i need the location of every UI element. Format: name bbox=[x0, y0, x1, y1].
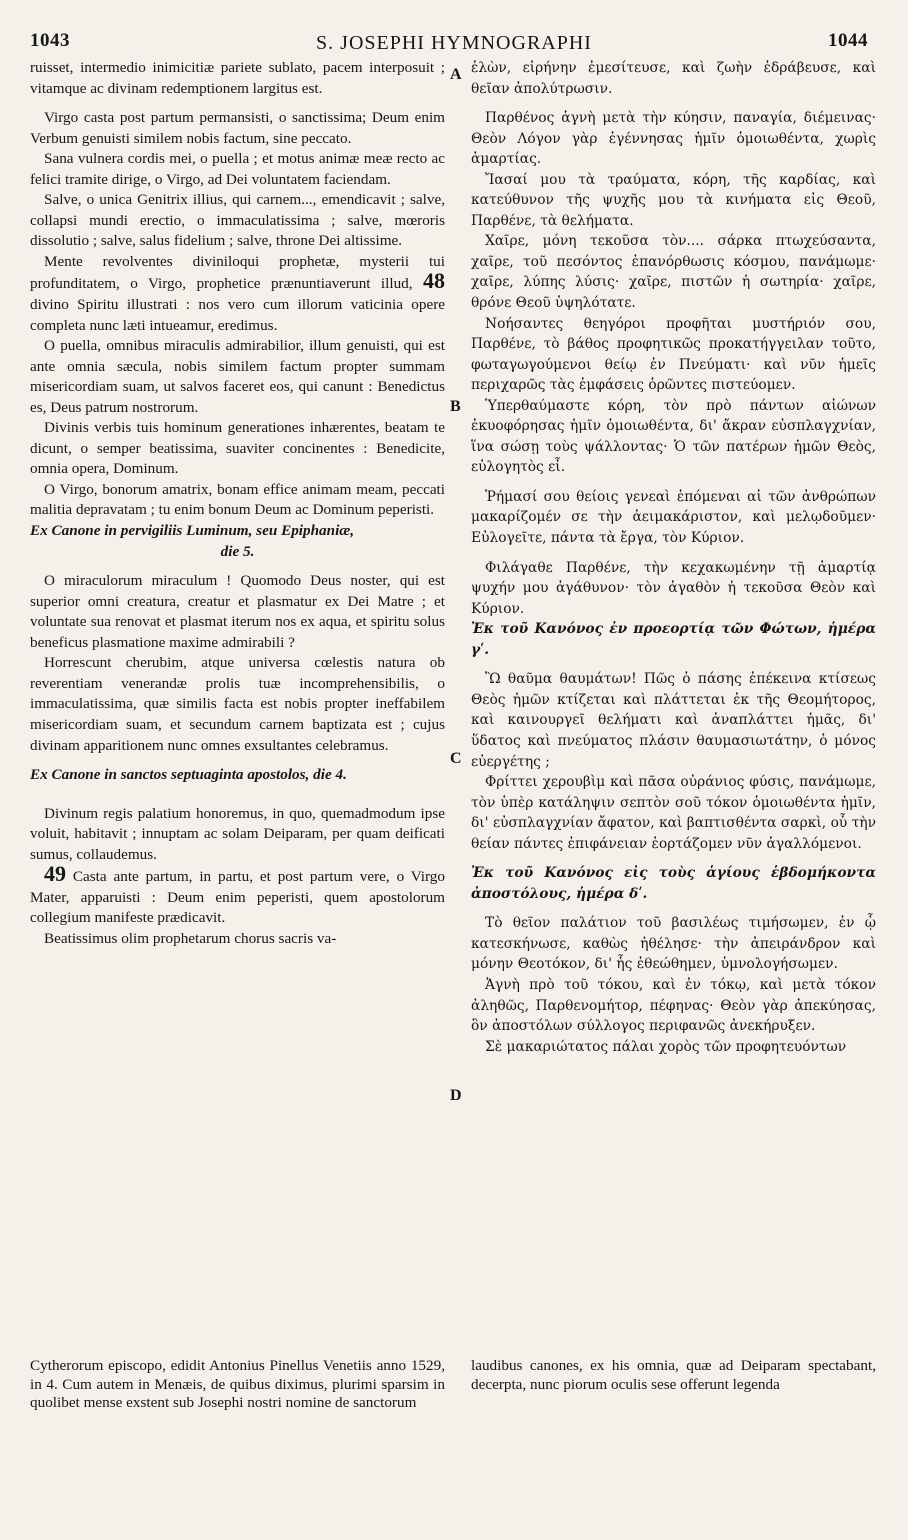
greek-paragraph: Χαῖρε, μόνη τεκοῦσα τὸν.... σάρκα πτωχεύσαντα, χαῖρε, τοῦ πεσόντος ἐπανόρθωσις κόσμου, πανάμωμε· χαῖρε, λύπης λύσις· χαῖρε, πιστῶν ἡ σωτηρία· χαῖρε, θρόνε Θεοῦ ὑψηλότατε. bbox=[471, 233, 876, 312]
latin-paragraph: Horrescunt cherubim, atque universa cœlestis natura ob reverentiam venerandæ prolis tuæ incomprehensibilis, o immaculatissima, quæ similis facta est nobis propter ineffabilem misericordiam suam, et secundum carnem baptizata est ; cujus divinam apparitionem nunc omnes exsultantes celebramus. bbox=[30, 654, 445, 754]
latin-paragraph: Virgo casta post partum permansisti, o sanctissima; Deum enim Verbum genuisti similem nobis factum, sine peccato. bbox=[30, 109, 445, 147]
latin-text: Casta ante partum, in partu, et post partum vere, o Virgo Mater, apparuisti : Deum enim peperisti, quem apostolorum collegium manifeste prædicavit. bbox=[30, 868, 445, 927]
greek-column bbox=[471, 58, 876, 1057]
margin-marker-d: D bbox=[450, 1087, 462, 1104]
latin-paragraph: Salve, o unica Genitrix illius, qui carnem..., emendicavit ; salve, collapsi mundi erectio, o immaculatissima ; salve, mœroris dissolutio ; salve, salus fidelium ; salve, throne Dei altissime. bbox=[30, 191, 445, 250]
latin-paragraph: Divinis verbis tuis hominum generationes inhærentes, beatam te dicunt, o semper beatissima, suaviter concinentes : Benedicite, omnia opera, Dominum. bbox=[30, 419, 445, 478]
greek-paragraph: ἐλὼν, εἰρήνην ἐμεσίτευσε, καὶ ζωὴν ἐδράβευσε, καὶ θεῖαν ἀπολύτρωσιν. bbox=[471, 60, 876, 97]
latin-paragraph: Divinum regis palatium honoremus, in quo, quemadmodum ipse voluit, habitavit ; innuptam ac solam Deiparam, per quam deificati sumus, collaudemus. bbox=[30, 804, 445, 863]
latin-rubric bbox=[30, 521, 445, 562]
greek-paragraph: Τὸ θεῖον παλάτιον τοῦ βασιλέως τιμήσωμεν, ἐν ᾧ κατεσκήνωσε, καθὼς ἠθέλησε· τὴν ἀπειράνδρον καὶ μόνην Θεοτόκον, δι' ἧς ἐθεώθημεν, ὑμνολογήσωμεν. bbox=[471, 915, 876, 973]
column-number-48: 48 bbox=[423, 268, 445, 294]
latin-paragraph: O Virgo, bonorum amatrix, bonam effice animam meam, peccati malitia depravatam ; tu enim bonum Deum ac Dominum peperisti. bbox=[30, 480, 445, 519]
latin-text: divino Spiritu illustrati : nos vero cum illorum vaticinia opere completa nunc læti intueamur, eredimus. bbox=[30, 296, 445, 334]
column-number-49: 49 bbox=[44, 861, 66, 887]
latin-paragraph bbox=[30, 861, 445, 929]
running-title: S. JOSEPHI HYMNOGRAPHI bbox=[316, 32, 592, 54]
greek-paragraph: Ὢ θαῦμα θαυμάτων! Πῶς ὁ πάσης ἐπέκεινα κτίσεως Θεὸς ἡμῶν κτίζεται καὶ πλάττεται ἐκ τῆς Θεομήτορος, καὶ καινουργεῖ θελήματι καὶ ἀναπλάττει ἡμᾶς, δι' ὕδατος καὶ πνεύματος πλάσιν θαυμασιωτάτην, ὁ μόνος εὐεργέτης ; bbox=[471, 671, 876, 770]
greek-paragraph: Νοήσαντες θεηγόροι προφῆται μυστήριόν σου, Παρθένε, τὸ βάθος προφητικῶς προκατήγγειλαν τοῦτο, φωταγωγούμενοι θείῳ ἐν Πνεύματι· καὶ νῦν ἡμεῖς περιχαρῶς τὰς ἐμφάσεις ὁρῶντες πιστεύομεν. bbox=[471, 315, 876, 394]
latin-text: Mente revolventes diviniloqui prophetæ, mysterii tui profunditatem, o Virgo, prophetice prænuntiaverunt illud, bbox=[30, 252, 445, 293]
latin-paragraph: O puella, omnibus miraculis admirabilior, illum genuisti, qui est ante omnia sæcula, nobis similem factum propter summam misericordiam suam, ut salvos faceret eos, qui canunt : Benedictus es, Deus patrum nostrorum. bbox=[30, 337, 445, 416]
greek-paragraph: Ὑπερθαύμαστε κόρη, τὸν πρὸ πάντων αἰώνων ἐκυοφόρησας ἡμῖν ὁμοιωθέντα, δι' ἄκραν εὐσπλαγχνίαν, ἵνα σώσῃ τοὺς ψάλλοντας· Ὁ τῶν πατέρων ἡμῶν Θεὸς, εὐλογητὸς εἶ. bbox=[471, 397, 876, 476]
margin-marker-c: C bbox=[450, 750, 462, 767]
greek-rubric: Ἐκ τοῦ Κανόνος εἰς τοὺς ἁγίους ἑβδομήκοντα ἀποστόλους, ἡμέρα δʹ. bbox=[471, 865, 876, 902]
page-number-right: 1044 bbox=[828, 30, 868, 51]
margin-marker-a: A bbox=[450, 66, 462, 83]
greek-paragraph: Φιλάγαθε Παρθένε, τὴν κεχακωμένην τῇ ἁμαρτίᾳ ψυχήν μου ἀγάθυνον· τὸν ἀγαθὸν ἡ τεκοῦσα Θεὸν καὶ Κύριον. bbox=[471, 559, 876, 617]
greek-paragraph: Ἁγνὴ πρὸ τοῦ τόκου, καὶ ἐν τόκῳ, καὶ μετὰ τόκον ἀληθῶς, Παρθενομήτορ, πέφηνας· Θεὸν γὰρ ἀπεκύησας, ὃν ἀποστόλων σύλλογος περιφανῶς ἀνεκήρυξεν. bbox=[471, 976, 876, 1035]
latin-paragraph: O miraculorum miraculum ! Quomodo Deus noster, qui est superior omni creatura, creatur et plasmatur ex Dei Matre ; et voluntate sua renovat et plasmat iterum nos ex aqua, et spiritu solus beneficus plasmatione maxime admirabili ? bbox=[30, 572, 445, 651]
footnote-left: Cytherorum episcopo, edidit Antonius Pinellus Venetiis anno 1529, in 4. Cum autem in Menæis, de quibus diximus, plurimi sparsim in quolibet mense exstent sub Josephi nostri nomine de sanctorum bbox=[30, 1357, 445, 1411]
latin-paragraph bbox=[30, 252, 445, 336]
latin-rubric-text: Ex Canone in pervigiliis Luminum, seu Epiphaniæ, bbox=[30, 522, 355, 540]
latin-column bbox=[30, 58, 445, 949]
greek-paragraph: Ῥήμασί σου θείοις γενεαὶ ἑπόμεναι αἱ τῶν ἀνθρώπων μακαρίζομέν σε τὴν ἀειμακάριστον, καὶ μελῳδοῦμεν· Εὐλογεῖτε, πάντα τὰ ἔργα, τὸν Κύριον. bbox=[471, 488, 876, 547]
latin-paragraph: Sana vulnera cordis mei, o puella ; et motus animæ meæ recto ac felici tramite dirige, o Virgo, ad Dei voluntatem faciendam. bbox=[30, 150, 445, 188]
latin-paragraph: ruisset, intermedio inimicitiæ pariete sublato, pacem interposuit ; vitamque ac divinam redemptionem largitus est. bbox=[30, 59, 445, 97]
latin-paragraph: Beatissimus olim prophetarum chorus sacris va- bbox=[44, 929, 337, 947]
latin-rubric: Ex Canone in sanctos septuaginta apostolos, die 4. bbox=[30, 766, 347, 784]
greek-paragraph: Σὲ μακαριώτατος πάλαι χορὸς τῶν προφητευόντων bbox=[485, 1038, 847, 1055]
footnote-right: laudibus canones, ex his omnia, quæ ad Deiparam spectabant, decerpta, nunc piorum oculis sese offerunt legenda bbox=[471, 1357, 876, 1393]
latin-rubric-day: die 5. bbox=[220, 542, 255, 560]
page-number-left: 1043 bbox=[30, 30, 70, 51]
greek-paragraph: Φρίττει χερουβὶμ καὶ πᾶσα οὐράνιος φύσις, πανάμωμε, τὸν ὑπὲρ κατάληψιν σεπτὸν σοῦ τόκον ὁμοιωθέντα ἡμῖν, δι' εὐσπλαγχνίαν ἄφατον, καὶ βαπτισθέντα σαρκὶ, οὗ τὴν θείαν πάντες ἐπιφάνειαν ἑορτάζομεν νῦν ἀγαλλόμενοι. bbox=[471, 774, 876, 852]
greek-rubric: Ἐκ τοῦ Κανόνος ἐν προεορτίᾳ τῶν Φώτων, ἡμέρα γʹ. bbox=[471, 621, 876, 658]
margin-marker-b: B bbox=[450, 398, 461, 415]
greek-paragraph: Παρθένος ἁγνὴ μετὰ τὴν κύησιν, παναγία, διέμεινας· Θεὸν Λόγον γὰρ ἐγέννησας ἡμῖν ὁμοιωθέντα, χωρὶς ἁμαρτίας. bbox=[471, 110, 876, 168]
greek-paragraph: Ἴασαί μου τὰ τραύματα, κόρη, τῆς καρδίας, καὶ κατεύθυνον τῆς ψυχῆς μου τὰ κινήματα εἰς Θεοῦ, Παρθένε, τὰ θελήματα. bbox=[471, 171, 876, 229]
